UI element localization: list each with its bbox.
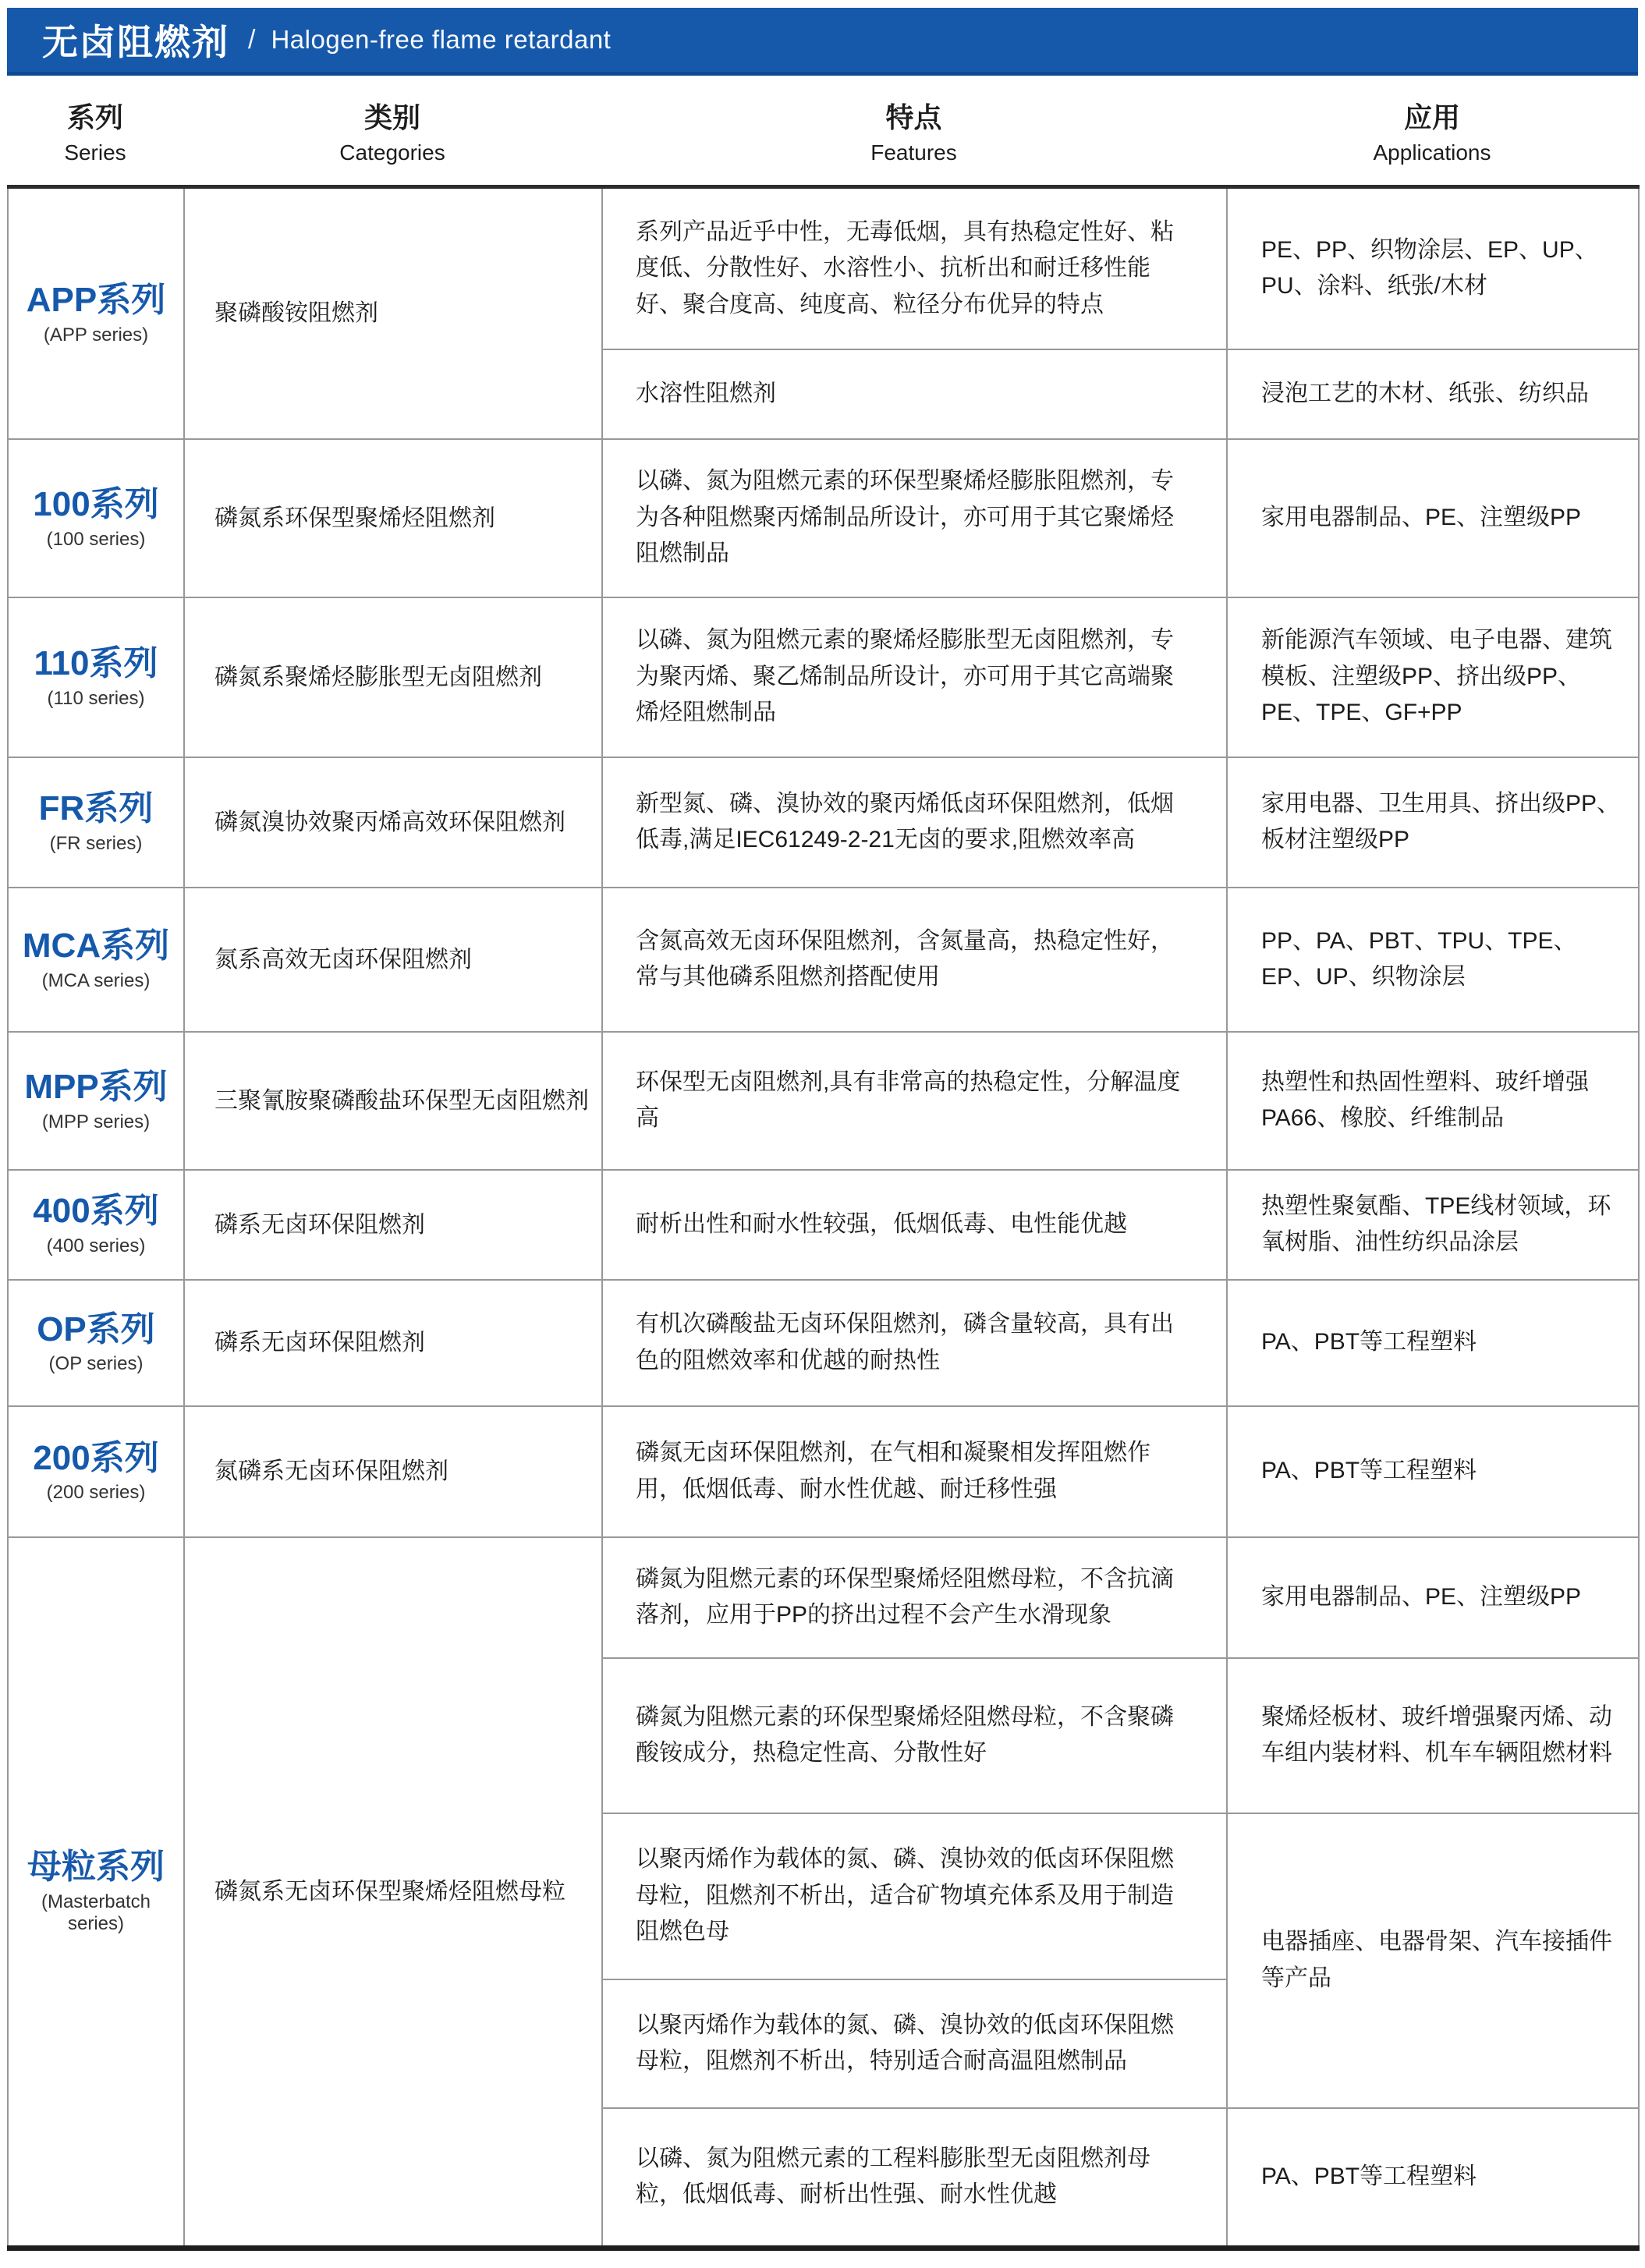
- series-label-zh: 110系列: [34, 644, 158, 683]
- table-row: [8, 1537, 1639, 1658]
- category-cell: 磷系无卤环保阻燃剂: [184, 1280, 602, 1406]
- series-cell: [8, 757, 184, 888]
- category-cell: 聚磷酸铵阻燃剂: [184, 187, 602, 439]
- feature-cell: 有机次磷酸盐无卤环保阻燃剂，磷含量较高，具有出色的阻燃效率和优越的耐热性: [602, 1280, 1227, 1406]
- feature-cell: 以磷、氮为阻燃元素的环保型聚烯烃膨胀阻燃剂，专为各种阻燃聚丙烯制品所设计，亦可用于其它聚烯烃阻燃制品: [602, 439, 1227, 597]
- application-cell: 家用电器、卫生用具、挤出级PP、板材注塑级PP: [1227, 757, 1639, 888]
- series-label-zh: 100系列: [33, 485, 159, 524]
- series-label-en: (110 series): [47, 687, 145, 709]
- table-row: [8, 1170, 1639, 1280]
- feature-cell: 磷氮为阻燃元素的环保型聚烯烃阻燃母粒，不含聚磷酸铵成分，热稳定性高、分散性好: [602, 1658, 1227, 1813]
- page-title-zh: 无卤阻燃剂: [42, 22, 229, 62]
- page-header-banner: [7, 8, 1638, 76]
- page-title-separator: /: [248, 24, 256, 55]
- feature-cell: 以聚丙烯作为载体的氮、磷、溴协效的低卤环保阻燃母粒，阻燃剂不析出，特别适合耐高温阻燃制品: [602, 1979, 1227, 2108]
- feature-cell: 以磷、氮为阻燃元素的聚烯烃膨胀型无卤阻燃剂，专为聚丙烯、聚乙烯制品所设计，亦可用于其它高端聚烯烃阻燃制品: [602, 597, 1227, 757]
- application-cell: 浸泡工艺的木材、纸张、纺织品: [1227, 349, 1639, 439]
- column-header-categories-zh: 类别: [363, 101, 420, 133]
- series-label-en: (APP series): [43, 324, 149, 346]
- application-cell: 电器插座、电器骨架、汽车接插件等产品: [1227, 1813, 1639, 2108]
- column-header-categories-en: Categories: [339, 140, 445, 165]
- column-headers: [7, 76, 1638, 185]
- category-cell: 氮磷系无卤环保阻燃剂: [184, 1406, 602, 1537]
- series-cell: [8, 597, 184, 757]
- series-label-zh: MPP系列: [24, 1068, 168, 1107]
- feature-cell: 含氮高效无卤环保阻燃剂，含氮量高，热稳定性好，常与其他磷系阻燃剂搭配使用: [602, 888, 1227, 1032]
- column-header-series-en: Series: [64, 140, 126, 165]
- series-cell: [8, 187, 184, 439]
- series-cell: [8, 1280, 184, 1406]
- category-cell: 三聚氰胺聚磷酸盐环保型无卤阻燃剂: [184, 1032, 602, 1170]
- series-cell: [8, 888, 184, 1032]
- series-label-zh: 200系列: [33, 1438, 159, 1477]
- series-label-zh: OP系列: [37, 1309, 155, 1348]
- application-cell: 家用电器制品、PE、注塑级PP: [1227, 439, 1639, 597]
- table-row: [8, 1032, 1639, 1170]
- series-label-zh: APP系列: [26, 280, 166, 319]
- category-cell: 氮系高效无卤环保阻燃剂: [184, 888, 602, 1032]
- series-label-en: (100 series): [46, 528, 146, 550]
- category-cell: 磷氮系环保型聚烯烃阻燃剂: [184, 439, 602, 597]
- application-cell: 热塑性和热固性塑料、玻纤增强PA66、橡胶、纤维制品: [1227, 1032, 1639, 1170]
- feature-cell: 以磷、氮为阻燃元素的工程料膨胀型无卤阻燃剂母粒，低烟低毒、耐析出性强、耐水性优越: [602, 2108, 1227, 2249]
- table-row: [8, 439, 1639, 597]
- application-cell: 热塑性聚氨酯、TPE线材领域，环氧树脂、油性纺织品涂层: [1227, 1170, 1639, 1280]
- series-label-zh: 400系列: [33, 1192, 159, 1231]
- category-cell: 磷氮系聚烯烃膨胀型无卤阻燃剂: [184, 597, 602, 757]
- table-row: [8, 1406, 1639, 1537]
- feature-cell: 磷氮无卤环保阻燃剂，在气相和凝聚相发挥阻燃作用，低烟低毒、耐水性优越、耐迁移性强: [602, 1406, 1227, 1537]
- category-cell: 磷系无卤环保阻燃剂: [184, 1170, 602, 1280]
- category-cell: 磷氮系无卤环保型聚烯烃阻燃母粒: [184, 1537, 602, 2249]
- column-header-features-en: Features: [870, 140, 957, 165]
- table-row: [8, 187, 1639, 349]
- column-header-applications: [1226, 96, 1638, 165]
- series-label-en: (FR series): [49, 832, 143, 854]
- series-cell: [8, 1406, 184, 1537]
- series-label-en: (MPP series): [41, 1111, 151, 1132]
- series-label-en: (OP series): [48, 1353, 144, 1375]
- application-cell: PA、PBT等工程塑料: [1227, 2108, 1639, 2249]
- column-header-applications-en: Applications: [1373, 140, 1491, 165]
- feature-cell: 磷氮为阻燃元素的环保型聚烯烃阻燃母粒，不含抗滴落剂，应用于PP的挤出过程不会产生水滑现象: [602, 1537, 1227, 1658]
- series-label-en: (Masterbatch series): [41, 1891, 151, 1935]
- feature-cell: 耐析出性和耐水性较强，低烟低毒、电性能优越: [602, 1170, 1227, 1280]
- series-label-en: (400 series): [46, 1235, 146, 1256]
- page-title-en: Halogen-free flame retardant: [271, 25, 612, 54]
- table-row: [8, 597, 1639, 757]
- series-label-zh: FR系列: [38, 789, 154, 828]
- series-label-zh: 母粒系列: [27, 1848, 165, 1887]
- series-label-zh: MCA系列: [22, 927, 170, 966]
- column-header-series-zh: 系列: [66, 101, 123, 133]
- series-label-en: (MCA series): [41, 969, 151, 991]
- application-cell: 家用电器制品、PE、注塑级PP: [1227, 1537, 1639, 1658]
- series-cell: [8, 1170, 184, 1280]
- table-row: [8, 1280, 1639, 1406]
- feature-cell: 水溶性阻燃剂: [602, 349, 1227, 439]
- column-header-features: [601, 96, 1226, 165]
- column-header-features-zh: 特点: [885, 101, 942, 133]
- column-header-series: [7, 96, 183, 165]
- series-label-en: (200 series): [46, 1482, 146, 1504]
- application-cell: PE、PP、织物涂层、EP、UP、PU、涂料、纸张/木材: [1227, 187, 1639, 349]
- column-header-categories: [183, 96, 601, 165]
- feature-cell: 以聚丙烯作为载体的氮、磷、溴协效的低卤环保阻燃母粒，阻燃剂不析出，适合矿物填充体系及用于制造阻燃色母: [602, 1813, 1227, 1979]
- feature-cell: 新型氮、磷、溴协效的聚丙烯低卤环保阻燃剂，低烟低毒,满足IEC61249-2-21无卤的要求,阻燃效率高: [602, 757, 1227, 888]
- column-header-applications-zh: 应用: [1403, 101, 1460, 133]
- table-row: [8, 888, 1639, 1032]
- series-cell: [8, 1032, 184, 1170]
- application-cell: 聚烯烃板材、玻纤增强聚丙烯、动车组内装材料、机车车辆阻燃材料: [1227, 1658, 1639, 1813]
- table-row: [8, 757, 1639, 888]
- application-cell: PP、PA、PBT、TPU、TPE、EP、UP、织物涂层: [1227, 888, 1639, 1032]
- feature-cell: 系列产品近乎中性，无毒低烟，具有热稳定性好、粘度低、分散性好、水溶性小、抗析出和耐迁移性能好、聚合度高、纯度高、粒径分布优异的特点: [602, 187, 1227, 349]
- application-cell: 新能源汽车领域、电子电器、建筑模板、注塑级PP、挤出级PP、PE、TPE、GF+PP: [1227, 597, 1639, 757]
- flame-retardant-table: [7, 185, 1640, 2251]
- series-cell: [8, 439, 184, 597]
- category-cell: 磷氮溴协效聚丙烯高效环保阻燃剂: [184, 757, 602, 888]
- application-cell: PA、PBT等工程塑料: [1227, 1406, 1639, 1537]
- feature-cell: 环保型无卤阻燃剂,具有非常高的热稳定性，分解温度高: [602, 1032, 1227, 1170]
- application-cell: PA、PBT等工程塑料: [1227, 1280, 1639, 1406]
- series-cell: [8, 1537, 184, 2249]
